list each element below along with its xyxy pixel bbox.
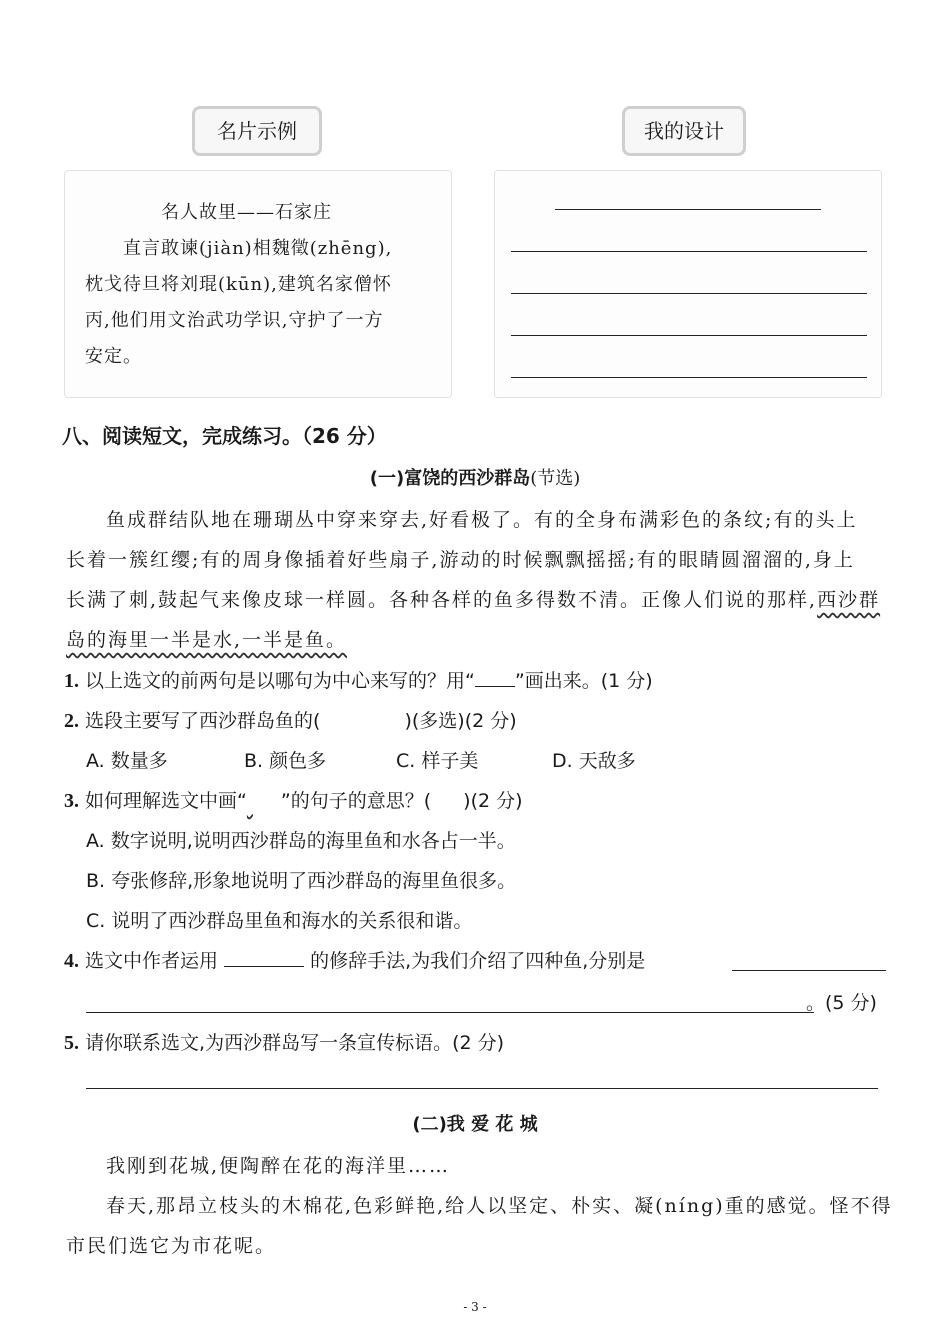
passage-1-wavy-start: 西沙群: [817, 589, 881, 611]
question-2-number: 2.: [64, 710, 79, 732]
question-4: [64, 946, 645, 973]
passage-1-title-note: (节选): [530, 468, 581, 489]
question-4-tail: 。(5 分): [806, 992, 877, 1014]
section-8-heading: 八、阅读短文，完成练习。（26 分）: [62, 424, 387, 448]
passage-1-line-3-text: 长满了刺,鼓起气来像皮球一样圆。各种各样的鱼多得数不清。正像人们说的那样,: [66, 589, 818, 611]
question-2-option-a[interactable]: A. 数量多: [86, 750, 168, 772]
card-example: [64, 170, 452, 398]
question-4-text-mid: 的修辞手法,为我们介绍了四种鱼,分别是: [310, 950, 646, 972]
passage-1-line-1: 鱼成群结队地在珊瑚丛中穿来穿去,好看极了。有的全身布满彩色的条纹;有的头上: [106, 509, 858, 531]
question-4-text-before: 选文中作者运用: [85, 950, 219, 972]
question-1-text-before: 以上选文的前两句是以哪句为中心来写的？用“: [85, 670, 475, 692]
question-3-wavy-sample: [247, 790, 281, 812]
question-1-line-sample: [475, 686, 515, 687]
passage-2-line-3: 市民们选它为市花呢。: [66, 1235, 277, 1257]
passage-1-line-3: [66, 580, 880, 620]
design-line-3[interactable]: [511, 335, 867, 336]
question-1-text-after: ”画出来。(1 分): [514, 670, 653, 692]
question-5: [64, 1028, 504, 1055]
question-4-blank-2[interactable]: [732, 970, 886, 971]
card-example-line-4: 安定。: [85, 346, 142, 367]
passage-1-title-text: (一)富饶的西沙群岛: [369, 468, 531, 489]
question-2-option-c[interactable]: C. 样子美: [396, 750, 479, 772]
question-1: [64, 666, 653, 693]
question-3-option-c[interactable]: C. 说明了西沙群岛里鱼和海水的关系很和谐。: [86, 910, 473, 932]
card-design[interactable]: [494, 170, 882, 398]
question-3-option-a[interactable]: A. 数字说明,说明西沙群岛的海里鱼和水各占一半。: [86, 830, 516, 852]
card-example-line-3: 丙,他们用文治武功学识,守护了一方: [85, 310, 384, 331]
passage-2-line-1: 我刚到花城,便陶醉在花的海洋里……: [106, 1155, 451, 1177]
passage-1-line-4: [66, 620, 347, 660]
passage-2-title: (二)我 爱 花 城: [412, 1114, 538, 1135]
question-3-text-after: )(2 分): [463, 790, 523, 812]
question-2-option-d[interactable]: D. 天敌多: [552, 750, 636, 772]
question-2: [64, 706, 517, 733]
question-5-number: 5.: [64, 1032, 79, 1054]
passage-1-line-2: 长着一簇红缨;有的周身像插着好些扇子,游动的时候飘飘摇摇;有的眼睛圆溜溜的,身上: [66, 549, 855, 571]
question-3-option-b[interactable]: B. 夸张修辞,形象地说明了西沙群岛的海里鱼很多。: [86, 870, 517, 892]
passage-2-line-2: 春天,那昂立枝头的木棉花,色彩鲜艳,给人以坚定、朴实、凝(níng)重的感觉。怪不得: [106, 1195, 893, 1217]
question-3-number: 3.: [64, 790, 79, 812]
question-3-text-mid: ”的句子的意思？(: [280, 790, 432, 812]
passage-1-wavy-end: 岛的海里一半是水,一半是鱼。: [66, 629, 348, 651]
passage-1-title: [0, 464, 950, 490]
card-example-title: 名人故里——石家庄: [161, 202, 332, 223]
question-4-blank-1[interactable]: [224, 966, 304, 967]
design-line-2[interactable]: [511, 293, 867, 294]
question-3-text-before: 如何理解选文中画“: [85, 790, 247, 812]
design-line-4[interactable]: [511, 377, 867, 378]
question-2-text-before: 选段主要写了西沙群岛鱼的(: [85, 710, 321, 732]
design-line-1[interactable]: [511, 251, 867, 252]
question-5-text: 请你联系选文,为西沙群岛写一条宣传标语。(2 分): [85, 1032, 505, 1054]
card-example-tag: 名片示例: [192, 106, 322, 156]
design-title-line[interactable]: [555, 209, 821, 210]
card-design-tag: 我的设计: [622, 106, 746, 156]
question-4-number: 4.: [64, 950, 79, 972]
question-4-blank-3[interactable]: [86, 1012, 814, 1013]
question-1-number: 1.: [64, 670, 79, 692]
question-5-answer-line[interactable]: [86, 1088, 878, 1089]
question-2-option-b[interactable]: B. 颜色多: [244, 750, 327, 772]
question-2-text-after: )(多选)(2 分): [404, 710, 517, 732]
question-3: [64, 786, 523, 813]
card-example-line-1: 直言敢谏(jiàn)相魏徵(zhēng),: [123, 238, 393, 259]
page-number: - 3 -: [463, 1300, 487, 1314]
card-example-line-2: 枕戈待旦将刘琨(kūn),建筑名家僧怀: [85, 274, 392, 295]
